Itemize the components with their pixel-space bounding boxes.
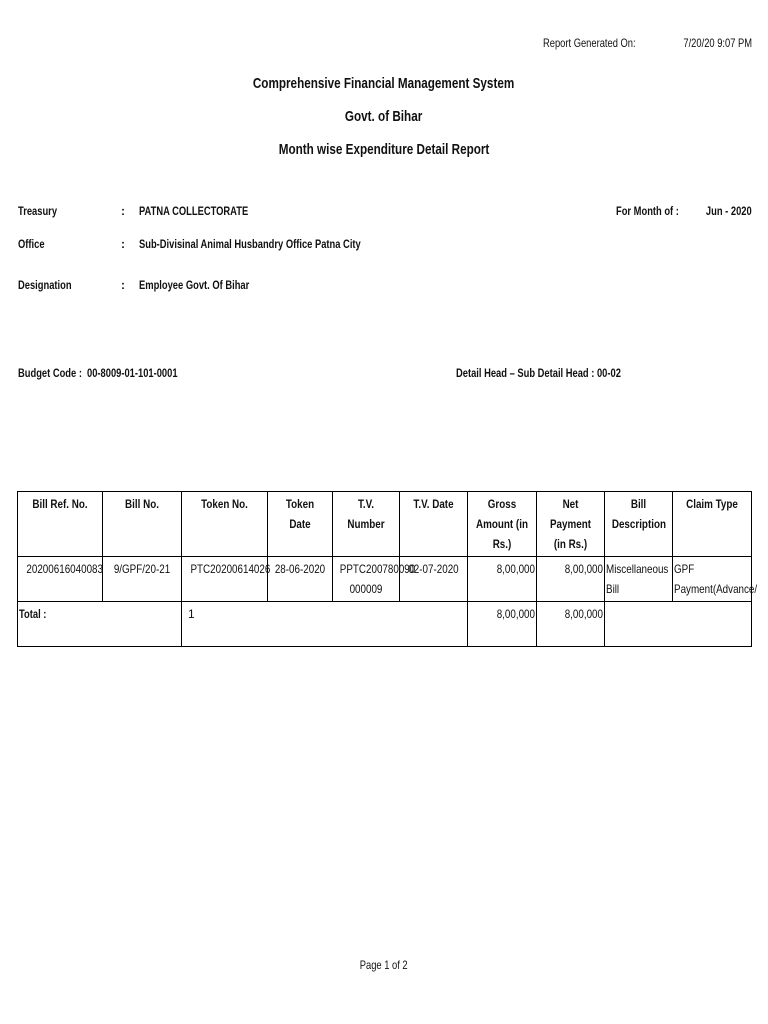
total-count: 1 [188, 607, 195, 621]
office-colon: : [121, 237, 125, 251]
total-label-cell [18, 602, 195, 647]
table-header-row [18, 492, 752, 557]
cell-token-no: PTC20200614026 [182, 557, 268, 602]
cell-claim-type: GPF Payment(Advance/ [673, 557, 752, 602]
treasury-label: Treasury [18, 204, 58, 218]
cell-bill-no: 9/GPF/20-21 [103, 557, 182, 602]
report-generated-label: Report Generated On: [543, 36, 636, 50]
col-header-gross-amount: Gross Amount (in Rs.) [468, 492, 537, 557]
total-net: 8,00,000 [537, 602, 605, 647]
col-header-net-payment: Net Payment (in Rs.) [537, 492, 605, 557]
office-label: Office [18, 237, 45, 251]
designation-label: Designation [18, 278, 72, 292]
report-generated-value: 7/20/20 9:07 PM [683, 36, 752, 50]
budget-code-label: Budget Code : [18, 366, 82, 380]
col-header-tv-date: T.V. Date [400, 492, 468, 557]
col-header-bill-description: Bill Description [605, 492, 673, 557]
month-label: For Month of : [616, 204, 679, 218]
total-empty [605, 602, 752, 647]
cell-token-date: 28-06-2020 [268, 557, 333, 602]
total-spacer [182, 602, 468, 647]
cell-tv-date: 02-07-2020 [400, 557, 468, 602]
table-total-row [18, 602, 752, 647]
report-title-system: Comprehensive Financial Management System [253, 75, 515, 92]
month-value: Jun - 2020 [706, 204, 752, 218]
col-header-token-date: Token Date [268, 492, 333, 557]
report-title-govt: Govt. of Bihar [345, 108, 423, 125]
table-row [18, 557, 752, 602]
office-value: Sub-Divisinal Animal Husbandry Office Patna City [139, 237, 361, 251]
treasury-colon: : [121, 204, 125, 218]
cell-net-payment: 8,00,000 [537, 557, 605, 602]
detail-head: Detail Head – Sub Detail Head : 00-02 [456, 366, 621, 380]
budget-code-value: 00-8009-01-101-0001 [87, 366, 178, 380]
col-header-claim-type: Claim Type [673, 492, 752, 557]
designation-colon: : [121, 278, 125, 292]
report-title-report: Month wise Expenditure Detail Report [278, 141, 490, 158]
cell-bill-description: Miscellaneous Bill [605, 557, 673, 602]
col-header-tv-number: T.V. Number [333, 492, 400, 557]
total-gross: 8,00,000 [468, 602, 537, 647]
treasury-value: PATNA COLLECTORATE [139, 204, 249, 218]
col-header-token-no: Token No. [182, 492, 268, 557]
col-header-bill-ref: Bill Ref. No. [18, 492, 103, 557]
total-label: Total : [19, 607, 47, 621]
cell-gross-amount: 8,00,000 [468, 557, 537, 602]
page-number: Page 1 of 2 [360, 958, 408, 972]
expenditure-table [17, 491, 758, 647]
col-header-bill-no: Bill No. [103, 492, 182, 557]
cell-bill-ref: 20200616040083 [18, 557, 103, 602]
cell-tv-number: PPTC200780090 000009 [333, 557, 400, 602]
designation-value: Employee Govt. Of Bihar [139, 278, 250, 292]
